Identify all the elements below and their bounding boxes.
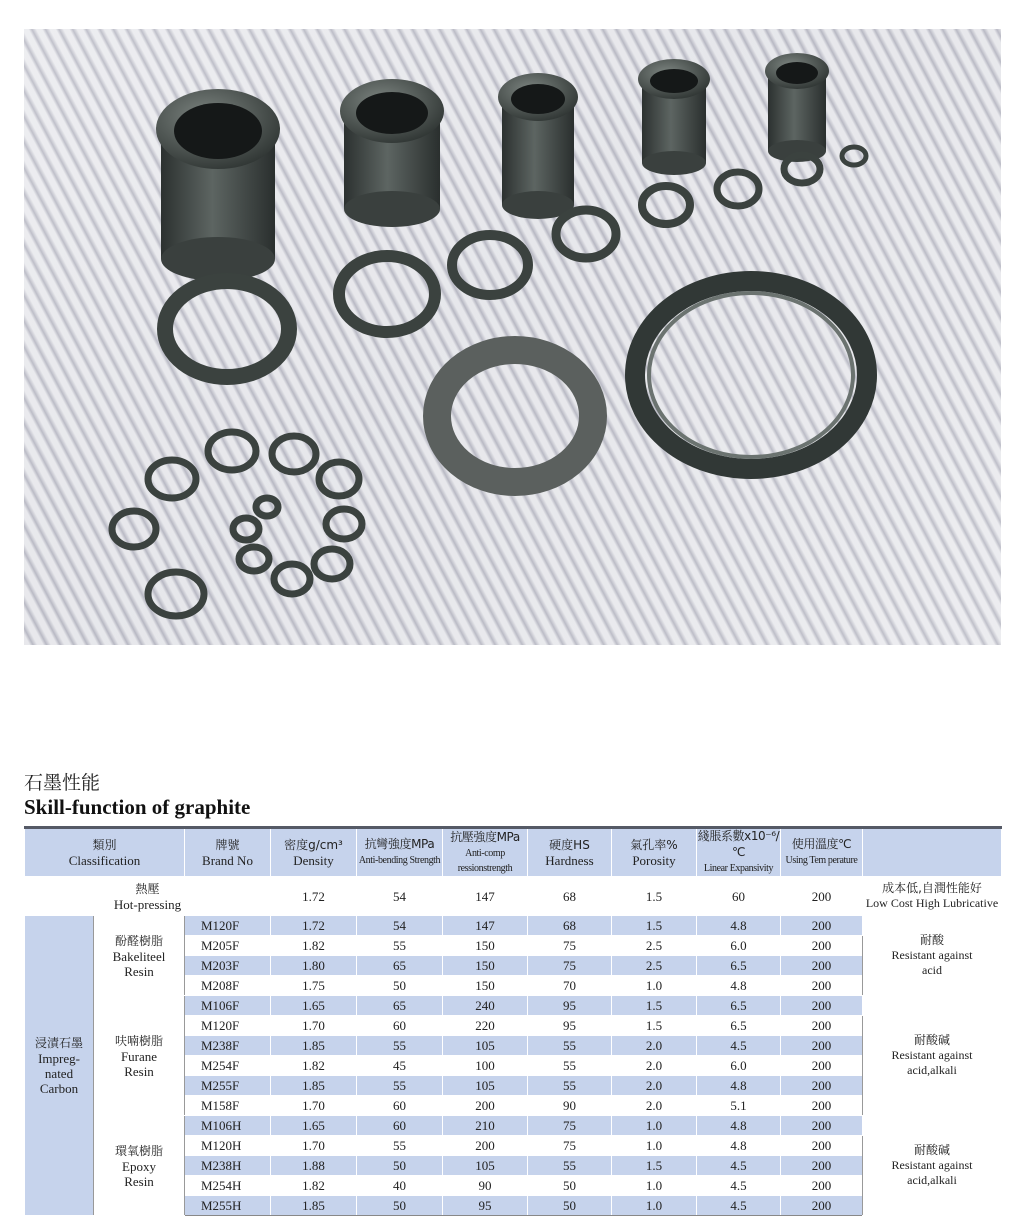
value-cell: 147 [443, 916, 528, 936]
heading-english: Skill-function of graphite [24, 795, 251, 819]
resin-group-label: 酚醛樹脂 Bakeliteel Resin [94, 916, 185, 996]
brand-cell: M254F [185, 1056, 271, 1076]
value-cell: 75 [528, 1116, 612, 1136]
brand-cell: M106F [185, 996, 271, 1016]
value-cell: 1.5 [612, 1156, 697, 1176]
value-cell: 100 [443, 1056, 528, 1076]
value-cell: 95 [443, 1196, 528, 1216]
value-cell: 60 [357, 1116, 443, 1136]
value-cell: 1.80 [271, 956, 357, 976]
value-cell: 200 [781, 1076, 863, 1096]
value-cell: 1.0 [612, 1116, 697, 1136]
value-cell: 54 [357, 916, 443, 936]
value-cell: 6.0 [697, 936, 781, 956]
value-cell: 1.0 [612, 1136, 697, 1156]
value-cell: 68 [528, 877, 612, 916]
value-cell: 55 [357, 1136, 443, 1156]
value-cell: 2.0 [612, 1076, 697, 1096]
value-cell: 1.0 [612, 1196, 697, 1216]
value-cell: 200 [781, 1156, 863, 1176]
value-cell: 4.8 [697, 1116, 781, 1136]
value-cell: 65 [357, 996, 443, 1016]
value-cell: 1.72 [271, 916, 357, 936]
value-cell: 1.5 [612, 996, 697, 1016]
value-cell: 150 [443, 976, 528, 996]
brand-cell: M120F [185, 916, 271, 936]
value-cell: 200 [443, 1096, 528, 1116]
value-cell: 200 [781, 1096, 863, 1116]
value-cell: 1.65 [271, 1116, 357, 1136]
value-cell: 55 [357, 936, 443, 956]
brand-cell: M238H [185, 1156, 271, 1176]
value-cell: 240 [443, 996, 528, 1016]
value-cell: 1.70 [271, 1136, 357, 1156]
hot-pressing-property: 成本低,自潤性能好 Low Cost High Lubricative [863, 877, 1002, 916]
value-cell: 150 [443, 936, 528, 956]
header-density: 密度g/cm³ Density [271, 828, 357, 877]
table-row [25, 916, 1002, 936]
value-cell: 200 [781, 1116, 863, 1136]
value-cell: 200 [781, 1036, 863, 1056]
brand-cell: M120H [185, 1136, 271, 1156]
value-cell: 68 [528, 916, 612, 936]
value-cell: 75 [528, 936, 612, 956]
value-cell: 60 [697, 877, 781, 916]
value-cell: 1.0 [612, 1176, 697, 1196]
value-cell: 6.0 [697, 1056, 781, 1076]
bushing-large-2 [340, 79, 444, 227]
table-row [25, 1116, 1002, 1136]
header-anti-comp-ressionstrength: 抗壓強度MPa Anti-comp ressionstrength [443, 828, 528, 877]
value-cell: 6.5 [697, 996, 781, 1016]
value-cell: 150 [443, 956, 528, 976]
value-cell: 6.5 [697, 956, 781, 976]
value-cell: 90 [528, 1096, 612, 1116]
heading-chinese: 石墨性能 [24, 772, 101, 794]
value-cell: 200 [781, 916, 863, 936]
bushing-small-1 [638, 59, 710, 175]
value-cell: 55 [357, 1036, 443, 1056]
value-cell: 105 [443, 1156, 528, 1176]
value-cell: 200 [781, 976, 863, 996]
product-photo [24, 29, 1001, 645]
value-cell: 105 [443, 1036, 528, 1056]
header-hardness: 硬度HS Hardness [528, 828, 612, 877]
resin-group-property: 耐酸碱 Resistant against acid,alkali [863, 1116, 1002, 1216]
bushing-small-2 [765, 53, 829, 162]
value-cell: 60 [357, 1096, 443, 1116]
brand-cell: M120F [185, 1016, 271, 1036]
value-cell: 200 [781, 936, 863, 956]
graphite-parts-illustration [24, 29, 1001, 645]
value-cell: 5.1 [697, 1096, 781, 1116]
value-cell: 200 [781, 877, 863, 916]
value-cell: 1.65 [271, 996, 357, 1016]
resin-group-property: 耐酸碱 Resistant against acid,alkali [863, 996, 1002, 1116]
value-cell: 4.8 [697, 1076, 781, 1096]
value-cell: 4.5 [697, 1196, 781, 1216]
value-cell: 65 [357, 956, 443, 976]
brand-cell: M203F [185, 956, 271, 976]
header-brand: 牌號 Brand No [185, 828, 271, 877]
value-cell: 55 [528, 1156, 612, 1176]
value-cell: 50 [528, 1196, 612, 1216]
value-cell: 200 [781, 1016, 863, 1036]
value-cell: 55 [528, 1056, 612, 1076]
value-cell: 4.5 [697, 1176, 781, 1196]
value-cell: 2.5 [612, 936, 697, 956]
value-cell: 1.82 [271, 1056, 357, 1076]
value-cell: 55 [528, 1076, 612, 1096]
value-cell: 1.0 [612, 976, 697, 996]
value-cell: 147 [443, 877, 528, 916]
header-property [863, 828, 1002, 877]
value-cell: 4.8 [697, 976, 781, 996]
value-cell: 1.88 [271, 1156, 357, 1176]
brand-cell: M158F [185, 1096, 271, 1116]
value-cell: 54 [357, 877, 443, 916]
value-cell: 50 [357, 976, 443, 996]
value-cell: 200 [781, 1056, 863, 1076]
value-cell: 95 [528, 996, 612, 1016]
brand-cell: M255H [185, 1196, 271, 1216]
bushing-large-1 [156, 89, 280, 281]
value-cell: 1.82 [271, 936, 357, 956]
value-cell: 1.82 [271, 1176, 357, 1196]
value-cell: 1.70 [271, 1016, 357, 1036]
value-cell: 55 [528, 1036, 612, 1056]
value-cell: 2.0 [612, 1056, 697, 1076]
value-cell: 95 [528, 1016, 612, 1036]
value-cell: 6.5 [697, 1016, 781, 1036]
value-cell: 1.5 [612, 1016, 697, 1036]
graphite-spec-table [24, 826, 1002, 1216]
brand-cell: M208F [185, 976, 271, 996]
value-cell: 1.85 [271, 1076, 357, 1096]
hot-pressing-label: 熱壓 Hot-pressing [25, 877, 271, 916]
value-cell: 1.70 [271, 1096, 357, 1116]
bushing-medium [498, 73, 578, 219]
brand-cell: M254H [185, 1176, 271, 1196]
brand-cell: M205F [185, 936, 271, 956]
resin-group-label: 環氧樹脂 Epoxy Resin [94, 1116, 185, 1216]
brand-cell: M106H [185, 1116, 271, 1136]
value-cell: 2.0 [612, 1096, 697, 1116]
value-cell: 55 [357, 1076, 443, 1096]
value-cell: 220 [443, 1016, 528, 1036]
resin-group-property: 耐酸 Resistant against acid [863, 916, 1002, 996]
value-cell: 1.85 [271, 1036, 357, 1056]
value-cell: 1.85 [271, 1196, 357, 1216]
value-cell: 200 [781, 956, 863, 976]
value-cell: 200 [443, 1136, 528, 1156]
value-cell: 75 [528, 956, 612, 976]
value-cell: 50 [357, 1196, 443, 1216]
brand-cell: M255F [185, 1076, 271, 1096]
value-cell: 4.8 [697, 916, 781, 936]
value-cell: 200 [781, 996, 863, 1016]
value-cell: 45 [357, 1056, 443, 1076]
value-cell: 60 [357, 1016, 443, 1036]
impregnated-carbon-label: 浸漬石墨 Impreg- nated Carbon [25, 916, 94, 1216]
small-o-rings [112, 432, 362, 616]
value-cell: 4.5 [697, 1156, 781, 1176]
value-cell: 50 [528, 1176, 612, 1196]
value-cell: 200 [781, 1176, 863, 1196]
value-cell: 75 [528, 1136, 612, 1156]
value-cell: 1.5 [612, 877, 697, 916]
value-cell: 4.5 [697, 1036, 781, 1056]
value-cell: 90 [443, 1176, 528, 1196]
value-cell: 1.72 [271, 877, 357, 916]
value-cell: 2.0 [612, 1036, 697, 1056]
table-row-hot-pressing [25, 877, 1002, 916]
table-header-row [25, 828, 1002, 877]
value-cell: 2.5 [612, 956, 697, 976]
header-classification: 類別 Classification [25, 828, 185, 877]
value-cell: 200 [781, 1136, 863, 1156]
brand-cell: M238F [185, 1036, 271, 1056]
value-cell: 105 [443, 1076, 528, 1096]
value-cell: 1.75 [271, 976, 357, 996]
value-cell: 40 [357, 1176, 443, 1196]
header-linear-expansivity: 綫脹系數x10⁻⁶/℃ Linear Expansivity [697, 828, 781, 877]
header-anti-bending-strength: 抗彎強度MPa Anti-bending Strength [357, 828, 443, 877]
header-porosity: 氣孔率% Porosity [612, 828, 697, 877]
value-cell: 4.8 [697, 1136, 781, 1156]
value-cell: 210 [443, 1116, 528, 1136]
value-cell: 200 [781, 1196, 863, 1216]
header-using-tem-perature: 使用溫度℃ Using Tem perature [781, 828, 863, 877]
value-cell: 50 [357, 1156, 443, 1176]
value-cell: 1.5 [612, 916, 697, 936]
resin-group-label: 呋喃樹脂 Furane Resin [94, 996, 185, 1116]
table-row [25, 996, 1002, 1016]
value-cell: 70 [528, 976, 612, 996]
